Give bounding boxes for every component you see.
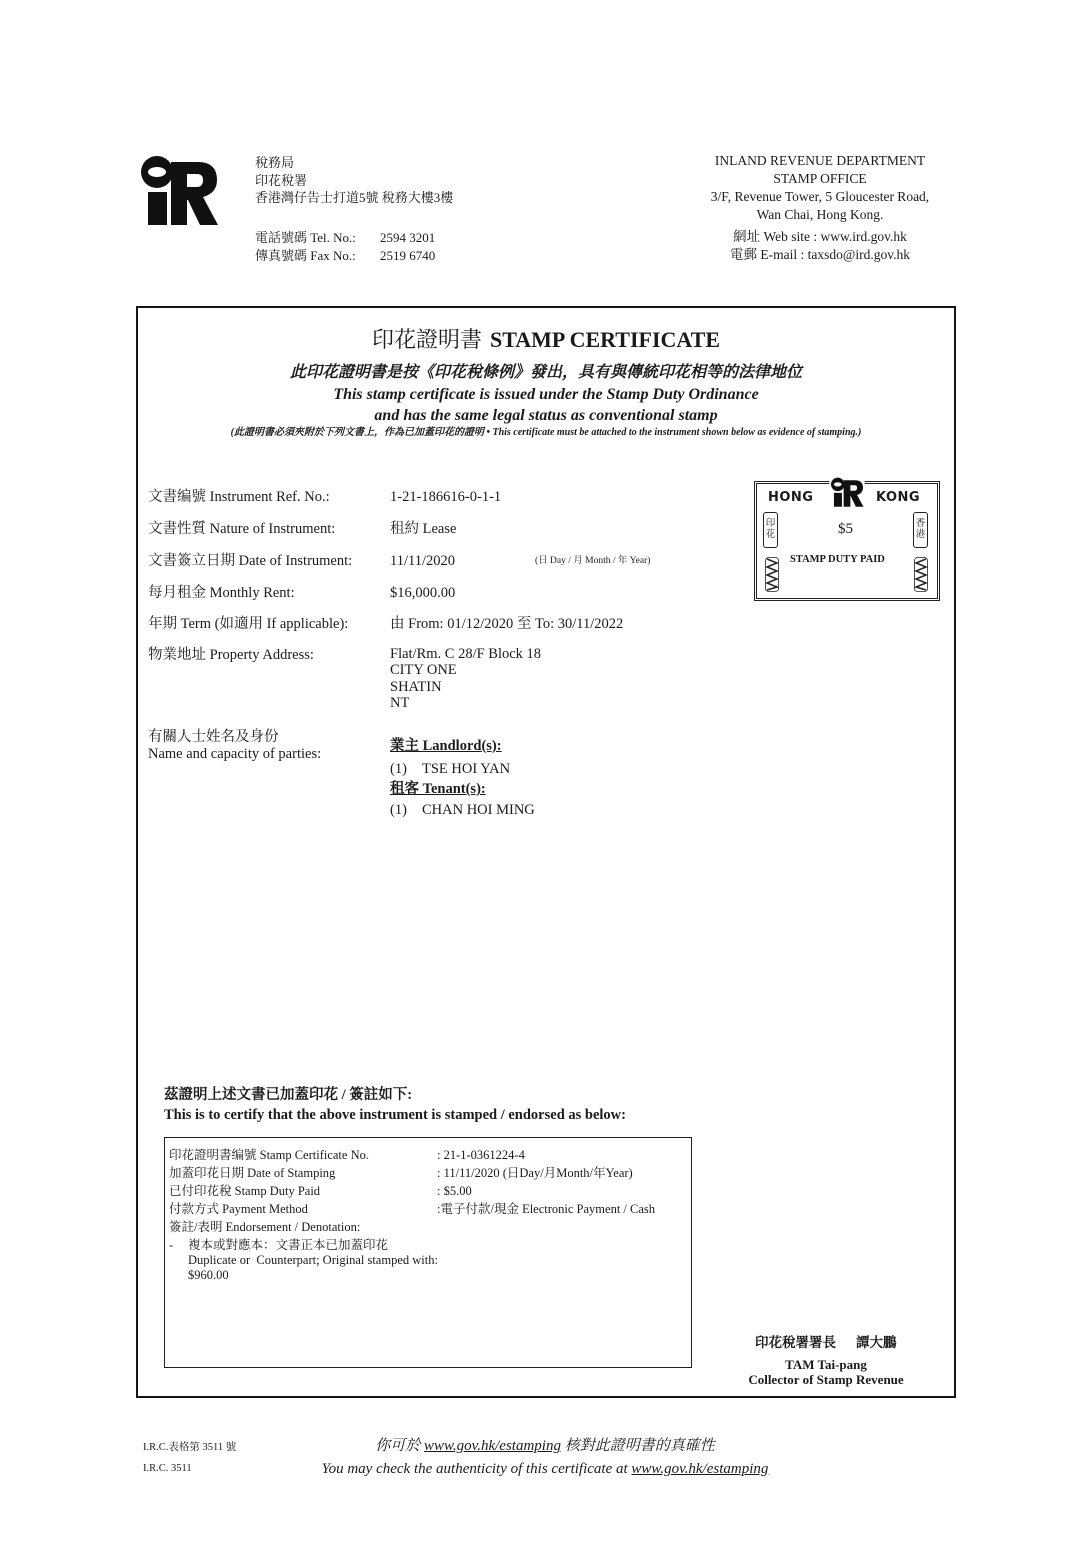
stamp-word-hong: HONG xyxy=(768,490,814,505)
property-address-line: Flat/Rm. C 28/F Block 18 xyxy=(390,646,542,662)
stamp-cert-no-value: : 21-1-0361224-4 xyxy=(437,1148,525,1162)
property-address-line: CITY ONE xyxy=(390,662,457,678)
address-en-line-1: 3/F, Revenue Tower, 5 Gloucester Road, xyxy=(710,189,930,204)
instrument-nature-value: 租約 Lease xyxy=(390,521,457,537)
landlord-name: TSE HOI YAN xyxy=(422,761,511,777)
collector-name-zh: 譚大鵬 xyxy=(856,1335,897,1350)
verify-line-zh xyxy=(250,1437,840,1455)
date-format-hint: (日 Day / 月 Month / 年 Year) xyxy=(535,556,651,566)
collector-title-zh: 印花稅署署長 xyxy=(755,1335,836,1350)
payment-method-value: :電子付款/現金 Electronic Payment / Cash xyxy=(437,1202,656,1216)
office-name-en: STAMP OFFICE xyxy=(773,171,867,186)
fax-label: 傳真號碼 Fax No.: xyxy=(255,248,356,263)
instrument-date-value: 11/11/2020 xyxy=(390,553,455,569)
stamp-caption: STAMP DUTY PAID xyxy=(790,554,885,565)
verify-line-en xyxy=(250,1460,840,1478)
attachment-note: (此證明書必須夾附於下列文書上，作為已加蓋印花的證明 • This certificate must be attached to the instrument shown below as evidence of stamping.) xyxy=(230,427,862,438)
certify-statement-en: This is to certify that the above instrument is stamped / endorsed as below: xyxy=(164,1107,626,1123)
denotation-bullet: - xyxy=(169,1238,174,1252)
landlord-heading: 業主 Landlord(s): xyxy=(390,738,502,754)
stamp-tag-right xyxy=(913,512,928,548)
ird-logo-icon xyxy=(140,155,218,225)
tel-label: 電話號碼 Tel. No.: xyxy=(255,230,356,245)
property-address-label: 物業地址 Property Address: xyxy=(148,647,314,663)
form-number-en: I.R.C. 3511 xyxy=(143,1463,192,1474)
certificate-title-zh: 印花證明書 xyxy=(371,327,482,352)
denotation-amount: $960.00 xyxy=(188,1268,229,1282)
payment-method-label: 付款方式 Payment Method xyxy=(169,1202,308,1216)
verify-zh-suffix: 核對此證明書的真確性 xyxy=(564,1438,715,1454)
denotation-label: 簽註/表明 Endorsement / Denotation: xyxy=(169,1220,361,1234)
instrument-date-label: 文書簽立日期 Date of Instrument: xyxy=(148,553,353,569)
subtitle-zh: 此印花證明書是按《印花稅條例》發出，具有與傳統印花相等的法律地位 xyxy=(289,364,802,381)
website-value: www.ird.gov.hk xyxy=(820,229,907,244)
verify-zh-prefix: 你可於 xyxy=(375,1438,421,1454)
office-name-zh: 印花稅署 xyxy=(255,173,308,188)
stamp-cert-no-label: 印花證明書编號 Stamp Certificate No. xyxy=(169,1148,369,1162)
property-address-line: SHATIN xyxy=(390,679,442,695)
denotation-text-zh: 複本或對應本：文書正本已加蓋印花 xyxy=(188,1238,389,1252)
email-line xyxy=(690,246,950,263)
stamp-tag-left xyxy=(763,512,778,548)
duty-paid-value: : $5.00 xyxy=(437,1184,472,1198)
stamp-tag-char: 港 xyxy=(915,530,926,540)
collector-title-en: Collector of Stamp Revenue xyxy=(748,1372,904,1387)
verify-en-prefix: You may check the authenticity of this certificate at xyxy=(321,1461,628,1477)
email-label: 電郵 E-mail : xyxy=(730,247,805,262)
denotation-text-en: Duplicate or Counterpart; Original stamped with: xyxy=(188,1253,438,1267)
stamping-date-value: : 11/11/2020 (日Day/月Month/年Year) xyxy=(437,1166,633,1180)
instrument-nature-label: 文書性質 Nature of Instrument: xyxy=(148,521,336,537)
certificate-title xyxy=(136,327,956,353)
stamp-tag-char: 花 xyxy=(765,530,776,540)
website-line xyxy=(690,228,950,245)
tel-number: 2594 3201 xyxy=(380,230,436,245)
term-label: 年期 Term (如適用 If applicable): xyxy=(148,616,349,632)
tenant-name: CHAN HOI MING xyxy=(422,802,535,818)
stamp-tag-char: 印 xyxy=(765,519,776,529)
stamp-word-kong: KONG xyxy=(876,490,921,505)
stamp-value: $5 xyxy=(838,521,853,537)
collector-name-en: TAM Tai-pang xyxy=(785,1357,867,1372)
duty-paid-label: 已付印花稅 Stamp Duty Paid xyxy=(169,1184,321,1198)
monthly-rent-value: $16,000.00 xyxy=(390,585,456,601)
dept-name-zh: 稅務局 xyxy=(255,155,295,170)
subtitle-en-line-2: and has the same legal status as conventional stamp xyxy=(374,407,718,424)
subtitle-en-line-1: This stamp certificate is issued under the Stamp Duty Ordinance xyxy=(333,386,759,403)
verify-url-link: www.gov.hk/estamping xyxy=(424,1438,561,1454)
instrument-ref-value: 1-21-186616-0-1-1 xyxy=(390,489,502,505)
stamp-ornament-left-icon xyxy=(765,557,779,592)
parties-label-en: Name and capacity of parties: xyxy=(148,746,322,762)
monthly-rent-label: 每月租金 Monthly Rent: xyxy=(148,585,295,601)
stamp-ird-logo-icon xyxy=(829,476,865,508)
email-value: taxsdo@ird.gov.hk xyxy=(807,247,910,262)
parties-label-zh: 有關人士姓名及身份 xyxy=(148,729,279,745)
address-en-line-2: Wan Chai, Hong Kong. xyxy=(756,207,884,222)
address-zh: 香港灣仔告士打道5號 稅務大樓3樓 xyxy=(255,190,454,205)
website-label: 網址 Web site : xyxy=(733,229,818,244)
form-number-zh: I.R.C.表格第 3511 號 xyxy=(143,1442,237,1453)
dept-name-en: INLAND REVENUE DEPARTMENT xyxy=(714,153,926,168)
instrument-ref-label: 文書编號 Instrument Ref. No.: xyxy=(148,489,330,505)
property-address-line: NT xyxy=(390,695,410,711)
landlord-number: (1) xyxy=(390,761,407,777)
tenant-number: (1) xyxy=(390,802,407,818)
stamp-ornament-right-icon xyxy=(914,557,928,592)
verify-url-link: www.gov.hk/estamping xyxy=(631,1461,769,1477)
certificate-title-en: STAMP CERTIFICATE xyxy=(489,327,721,352)
stamp-tag-char: 香 xyxy=(915,519,926,529)
stamping-date-label: 加蓋印花日期 Date of Stamping xyxy=(169,1166,336,1180)
fax-number: 2519 6740 xyxy=(380,248,436,263)
certify-statement-zh: 茲證明上述文書已加蓋印花 / 簽註如下: xyxy=(164,1087,413,1103)
term-value: 由 From: 01/12/2020 至 To: 30/11/2022 xyxy=(390,616,624,632)
tenant-heading: 租客 Tenant(s): xyxy=(390,781,486,797)
